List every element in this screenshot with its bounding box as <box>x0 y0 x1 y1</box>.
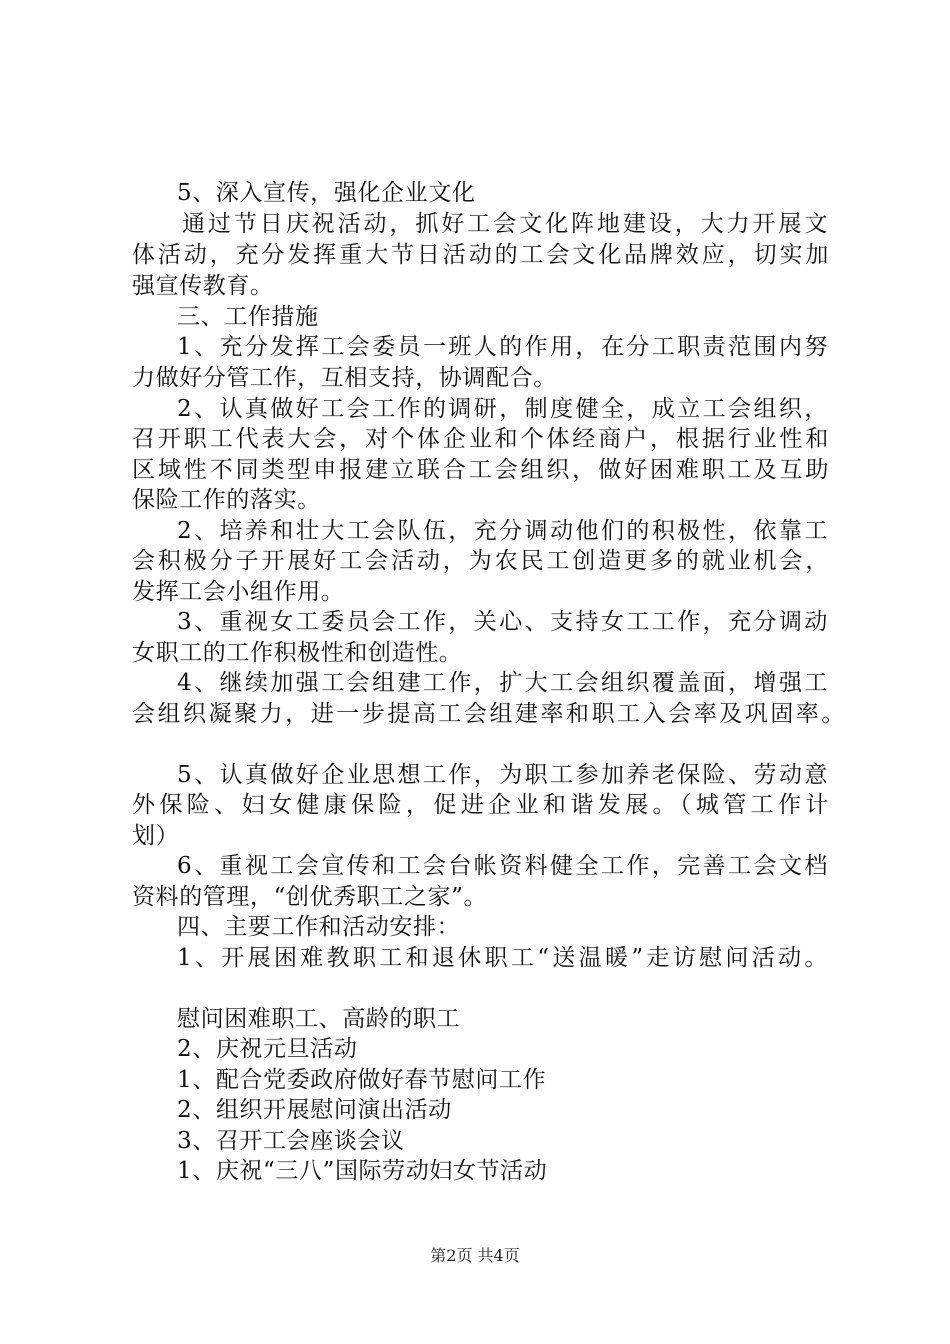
text-line: 1、配合党委政府做好春节慰问工作 <box>177 1067 547 1093</box>
text-line: 6、重视工会宣传和工会台帐资料健全工作，完善工会文档 <box>177 853 828 879</box>
text-line: 保险工作的落实。 <box>132 487 321 513</box>
text-line: 慰问困难职工、高龄的职工 <box>177 1006 461 1032</box>
text-line: 会积极分子开展好工会活动，为农民工创造更多的就业机会， <box>132 548 829 574</box>
text-line: 强宣传教育。 <box>132 273 274 299</box>
text-line: 5、认真做好企业思想工作，为职工参加养老保险、劳动意 <box>177 762 828 788</box>
text-line: 召开职工代表大会，对个体企业和个体经商户，根据行业性和 <box>132 426 829 452</box>
text-line: 女职工的工作积极性和创造性。 <box>132 640 463 666</box>
text-line: 外保险、妇女健康保险，促进企业和谐发展。（城管工作计 <box>132 792 829 818</box>
text-line: 2、认真做好工会工作的调研，制度健全，成立工会组织， <box>177 396 828 422</box>
text-line: 4、继续加强工会组建工作，扩大工会组织覆盖面，增强工 <box>177 670 828 696</box>
text-line: 1、开展困难教职工和退休职工“送温暖”走访慰问活动。 <box>177 945 828 971</box>
text-line: 发挥工会小组作用。 <box>132 579 345 605</box>
text-line: 1、充分发挥工会委员一班人的作用，在分工职责范围内努 <box>177 334 828 360</box>
text-line: 区域性不同类型申报建立联合工会组织，做好困难职工及互助 <box>132 457 829 483</box>
text-line: 2、组织开展慰问演出活动 <box>177 1097 452 1123</box>
text-line: 1、庆祝“三八”国际劳动妇女节活动 <box>177 1158 548 1184</box>
text-line: 2、培养和壮大工会队伍，充分调动他们的积极性，依靠工 <box>177 518 828 544</box>
text-line: 3、重视女工委员会工作，关心、支持女工工作，充分调动 <box>177 609 828 635</box>
text-line: 体活动，充分发挥重大节日活动的工会文化品牌效应，切实加 <box>132 242 829 268</box>
text-line: 划） <box>132 823 180 849</box>
text-line: 会组织凝聚力，进一步提高工会组建率和职工入会率及巩固率。 <box>132 701 845 727</box>
text-line: 3、召开工会座谈会议 <box>177 1128 405 1154</box>
text-line: 资料的管理，“创优秀职工之家”。 <box>132 884 488 910</box>
section-heading: 三、工作措施 <box>177 304 319 330</box>
text-line: 5、深入宣传，强化企业文化 <box>177 180 476 206</box>
text-line: 通过节日庆祝活动，抓好工会文化阵地建设，大力开展文 <box>182 211 828 237</box>
text-line: 力做好分管工作，互相支持，协调配合。 <box>132 365 557 391</box>
section-heading: 四、主要工作和活动安排： <box>177 914 461 940</box>
text-line: 2、庆祝元旦活动 <box>177 1036 358 1062</box>
page-number-footer: 第2页 共4页 <box>430 1246 520 1265</box>
